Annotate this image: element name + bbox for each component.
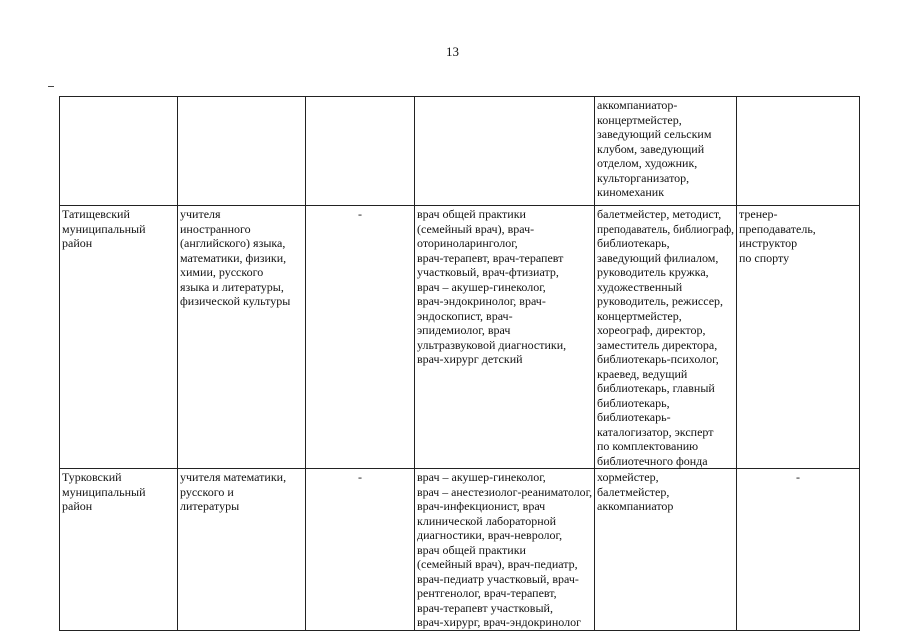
cell-line: художественный bbox=[597, 279, 683, 294]
cell-line: врач-эндокринолог, врач- bbox=[417, 294, 546, 308]
cell-line: врач общей практики bbox=[417, 207, 526, 221]
cell-line: библиотекарь, bbox=[597, 236, 670, 250]
district-cell bbox=[60, 206, 178, 469]
district-text bbox=[62, 207, 175, 251]
teachers-cell bbox=[178, 469, 306, 631]
cell-line: физической культуры bbox=[180, 294, 291, 308]
culture-text bbox=[597, 207, 734, 468]
cell-line: клубом, заведующий bbox=[597, 141, 705, 156]
cell-line: учителя bbox=[180, 207, 221, 221]
cell-line: заведующий филиалом, bbox=[597, 250, 719, 265]
sport-cell bbox=[737, 469, 860, 631]
cell-line: преподаватель, библиограф, bbox=[597, 221, 734, 236]
cell-line: аккомпаниатор bbox=[597, 499, 674, 513]
cell-line: языка и литературы, bbox=[180, 279, 284, 294]
cell-line: русского и bbox=[180, 484, 234, 499]
district-cell bbox=[60, 97, 178, 206]
cell-line: учителя математики, bbox=[180, 470, 287, 484]
doctors-cell bbox=[415, 469, 595, 631]
cell-line: клинической лабораторной bbox=[417, 513, 557, 528]
cell-line: руководитель, режиссер, bbox=[597, 294, 724, 308]
cell-line: Турковский bbox=[62, 470, 122, 484]
doctors-cell bbox=[415, 97, 595, 206]
col3-value: - bbox=[358, 470, 362, 484]
sport-text bbox=[739, 207, 857, 265]
cell-line: Татищевский bbox=[62, 207, 130, 221]
margin-mark bbox=[48, 86, 54, 87]
doctors-text bbox=[417, 470, 592, 630]
cell-line: преподаватель, bbox=[739, 221, 816, 236]
cell-line: концертмейстер, bbox=[597, 112, 682, 127]
table-row bbox=[60, 97, 860, 206]
cell-line: район bbox=[62, 236, 93, 250]
cell-line: врач – акушер-гинеколог, bbox=[417, 470, 546, 484]
district-cell bbox=[60, 469, 178, 631]
cell-line: по спорту bbox=[739, 250, 790, 265]
cell-line: врач-хирург, врач-эндокринолог bbox=[417, 615, 582, 629]
cell-line: аккомпаниатор- bbox=[597, 98, 678, 112]
cell-line: врач-терапевт участковый, bbox=[417, 600, 553, 615]
culture-cell bbox=[595, 206, 737, 469]
cell-line: рентгенолог, врач-терапевт, bbox=[417, 586, 557, 600]
cell-line: тренер- bbox=[739, 207, 778, 221]
sport-cell bbox=[737, 97, 860, 206]
cell-line: иностранного bbox=[180, 221, 251, 236]
doctors-text bbox=[417, 207, 592, 367]
cell-line: район bbox=[62, 499, 93, 513]
sport-cell bbox=[737, 206, 860, 469]
cell-line: ультразвуковой диагностики, bbox=[417, 337, 567, 352]
cell-line: заведующий сельским bbox=[597, 127, 712, 141]
teachers-text bbox=[180, 470, 303, 514]
cell-line: заместитель директора, bbox=[597, 337, 718, 352]
cell-line: врач-терапевт, врач-терапевт bbox=[417, 250, 564, 265]
cell-line: по комплектованию bbox=[597, 439, 699, 453]
cell-line: врач-хирург детский bbox=[417, 352, 523, 366]
cell-line: хормейстер, bbox=[597, 470, 659, 484]
cell-line: каталогизатор, эксперт bbox=[597, 424, 714, 439]
cell-line: - bbox=[796, 470, 800, 484]
specialists-table bbox=[59, 96, 860, 631]
cell-line: муниципальный bbox=[62, 221, 146, 236]
cell-line: химии, русского bbox=[180, 265, 264, 279]
cell-line: руководитель кружка, bbox=[597, 265, 709, 279]
cell-line: киномеханик bbox=[597, 185, 665, 199]
culture-cell bbox=[595, 469, 737, 631]
cell-line: балетмейстер, методист, bbox=[597, 207, 722, 221]
district-text bbox=[62, 470, 175, 514]
page-number: 13 bbox=[446, 44, 459, 59]
cell-line: эпидемиолог, врач bbox=[417, 323, 511, 337]
cell-line: диагностики, врач-невролог, bbox=[417, 528, 563, 542]
cell-line: концертмейстер, bbox=[597, 308, 682, 323]
table-row bbox=[60, 469, 860, 631]
cell-line: краевед, ведущий bbox=[597, 366, 688, 381]
cell-line: отделом, художник, bbox=[597, 156, 698, 170]
cell-line: участковый, врач-фтизиатр, bbox=[417, 265, 559, 279]
cell-line: (английского) языка, bbox=[180, 236, 286, 250]
col3-value: - bbox=[358, 207, 362, 221]
cell-line: врач-инфекционист, врач bbox=[417, 499, 546, 513]
teachers-cell bbox=[178, 206, 306, 469]
teachers-text bbox=[180, 207, 303, 309]
cell-line: культорганизатор, bbox=[597, 170, 690, 185]
cell-line: эндоскопист, врач- bbox=[417, 308, 513, 323]
culture-text bbox=[597, 98, 734, 200]
cell-line: врач – акушер-гинеколог, bbox=[417, 279, 546, 294]
col3-cell bbox=[306, 97, 415, 206]
table-row bbox=[60, 206, 860, 469]
cell-line: хореограф, директор, bbox=[597, 323, 706, 337]
cell-line: библиотекарь, главный bbox=[597, 381, 715, 395]
cell-line: (семейный врач), врач-педиатр, bbox=[417, 557, 578, 571]
cell-line: библиотекарь- bbox=[597, 410, 671, 424]
cell-line: литературы bbox=[180, 499, 240, 513]
cell-line: врач-педиатр участковый, врач- bbox=[417, 571, 579, 586]
col3-cell bbox=[306, 206, 415, 469]
cell-line: врач – анестезиолог-реаниматолог, bbox=[417, 484, 593, 499]
cell-line: библиотечного фонда bbox=[597, 453, 708, 468]
cell-line: врач общей практики bbox=[417, 542, 526, 557]
cell-line: библиотекарь-психолог, bbox=[597, 352, 719, 366]
cell-line: библиотекарь, bbox=[597, 395, 670, 410]
cell-line: инструктор bbox=[739, 236, 798, 250]
sport-text bbox=[739, 470, 857, 485]
cell-line: оториноларинголог, bbox=[417, 236, 518, 250]
cell-line: муниципальный bbox=[62, 484, 146, 499]
doctors-cell bbox=[415, 206, 595, 469]
cell-line: (семейный врач), врач- bbox=[417, 221, 535, 236]
col3-cell bbox=[306, 469, 415, 631]
cell-line: математики, физики, bbox=[180, 250, 287, 265]
culture-text bbox=[597, 470, 734, 514]
teachers-cell bbox=[178, 97, 306, 206]
cell-line: балетмейстер, bbox=[597, 484, 670, 499]
culture-cell bbox=[595, 97, 737, 206]
